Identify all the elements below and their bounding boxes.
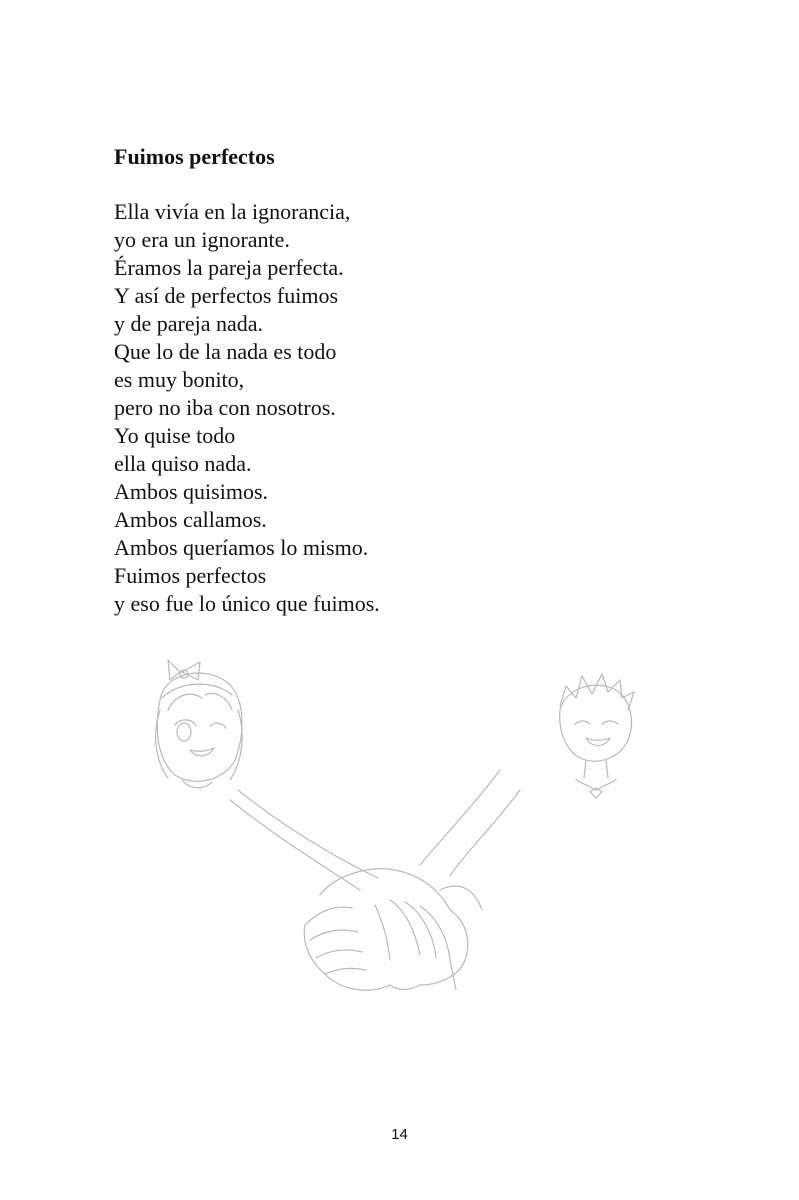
poem-line: Yo quise todo: [114, 423, 236, 448]
poem-line: Y así de perfectos fuimos: [114, 283, 339, 308]
poem-line: Ambos callamos.: [114, 507, 267, 532]
girl-sketch: [156, 660, 243, 788]
arms-sketch: [230, 770, 520, 890]
clasped-hands-sketch: [304, 869, 482, 990]
boy-sketch: [560, 674, 634, 798]
poem-line: pero no iba con nosotros.: [114, 395, 336, 420]
poem-line: Fuimos perfectos: [114, 563, 267, 588]
poem-line: Éramos la pareja perfecta.: [114, 255, 344, 280]
poem-title: Fuimos perfectos: [114, 144, 275, 169]
poem-line: Ambos queríamos lo mismo.: [114, 535, 369, 560]
page-number: 14: [391, 1126, 408, 1143]
poem-line: y eso fue lo único que fuimos.: [114, 591, 380, 616]
poem-line: yo era un ignorante.: [114, 227, 290, 252]
poem-line: Que lo de la nada es todo: [114, 339, 337, 364]
holding-hands-sketch: [120, 640, 660, 1020]
poem-line: Ella vivía en la ignorancia,: [114, 199, 351, 224]
poem-body: [114, 198, 380, 618]
poem-line: ella quiso nada.: [114, 451, 252, 476]
poem-line: Ambos quisimos.: [114, 479, 269, 504]
poem-line: es muy bonito,: [114, 367, 245, 392]
poem-line: y de pareja nada.: [114, 311, 264, 336]
